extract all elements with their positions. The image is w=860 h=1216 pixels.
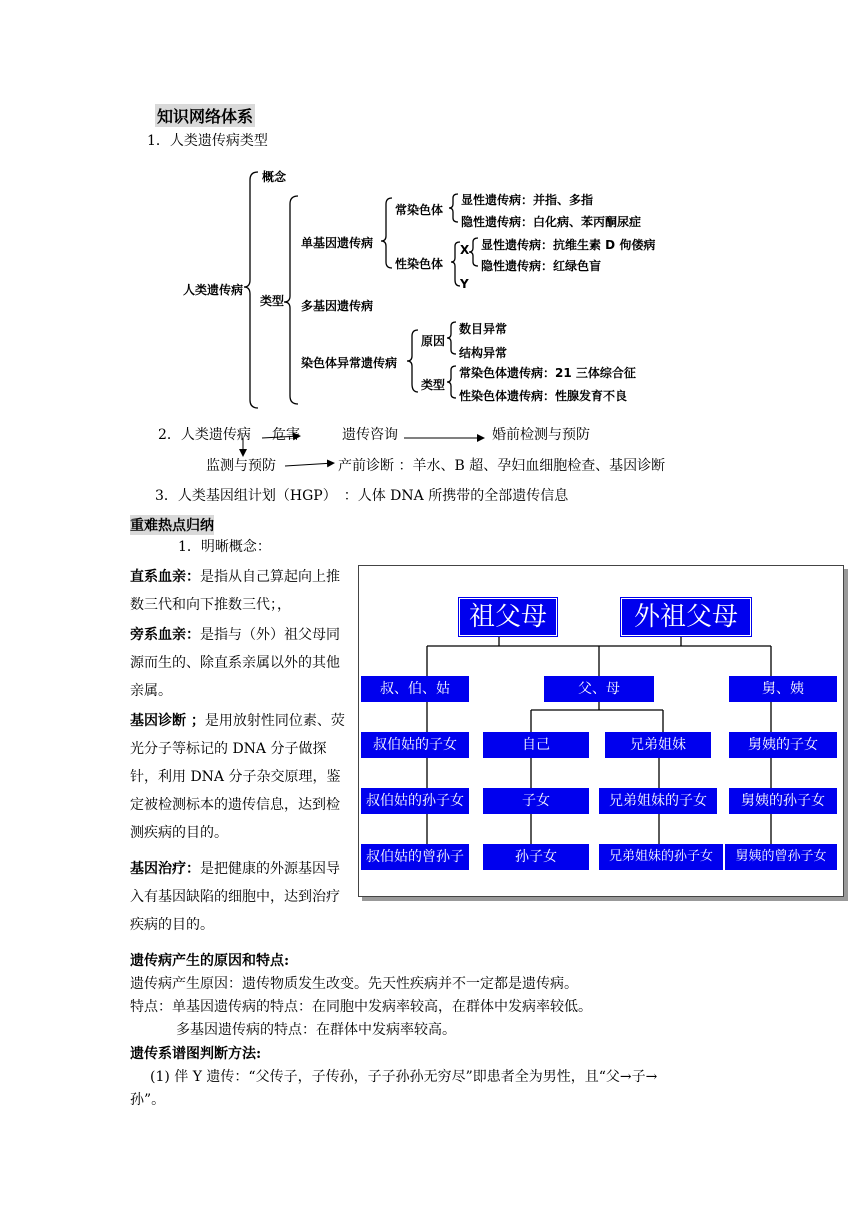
item2-premarital: 婚前检测与预防	[492, 427, 590, 443]
item2-prenatal: 产前诊断 ：羊水、B 超、孕妇血细胞检查、基因诊断	[338, 458, 666, 474]
pedigree-line1: (1) 伴 Y 遗传：“父传子，子传孙，子子孙孙无穷尽”即患者全为男性，且“父→子→	[150, 1069, 658, 1085]
box-grandchildren: 孙子女	[483, 844, 589, 870]
item-concepts: 1．明晰概念：	[178, 539, 271, 555]
section-title-pedigree: 遗传系谱图判断方法:	[130, 1046, 262, 1062]
box-cousins: 叔伯姑的子女	[361, 732, 469, 758]
box-children: 子女	[483, 788, 589, 814]
box-maternal-cousin-grandchildren: 舅姨的孙子女	[729, 788, 837, 814]
tree-cause: 原因	[421, 334, 446, 348]
concept-term: 基因治疗：	[130, 861, 200, 877]
box-sibling-grandchildren: 兄弟姐妹的孙子女	[599, 844, 723, 870]
tree-number-abnormal: 数目异常	[459, 322, 508, 336]
section-title-hot: 重难热点归纳	[130, 515, 214, 535]
box-grandparents: 祖父母	[459, 598, 557, 636]
concept-gene-diagnosis	[130, 707, 348, 847]
tree-x-dominant: 显性遗传病：抗维生素 D 佝偻病	[481, 238, 656, 252]
item3-hgp: 3．人类基因组计划（HGP） ：人体 DNA 所携带的全部遗传信息	[155, 488, 569, 504]
box-cousin-grandchildren: 叔伯姑的孙子女	[361, 788, 469, 814]
tree-sex-chromosome: 性染色体	[395, 257, 444, 271]
concept-text: 是指从自己算起向上推数三代和向下推数三代；，	[130, 569, 340, 613]
concept-term: 基因诊断 ；	[130, 713, 205, 729]
concept-term: 直系血亲：	[130, 569, 200, 585]
tree-sex-chr: 性染色体遗传病：性腺发育不良	[459, 389, 628, 403]
tree-single-gene: 单基因遗传病	[301, 236, 374, 250]
tree-multi-gene: 多基因遗传病	[301, 299, 374, 313]
tree-type: 类型	[260, 294, 285, 308]
box-siblings: 兄弟姐妹	[605, 732, 711, 758]
features-single: 特点：单基因遗传病的特点：在同胞中发病率较高，在群体中发病率较低。	[130, 999, 592, 1015]
concept-text: 是把健康的外源基因导入有基因缺陷的细胞中，达到治疗疾病的目的。	[130, 861, 340, 933]
tree-root: 人类遗传病	[183, 283, 244, 297]
tree-y: Y	[460, 277, 469, 291]
tree-auto-recessive: 隐性遗传病：白化病、苯丙酮尿症	[461, 215, 642, 229]
kinship-diagram	[358, 565, 844, 897]
box-maternal-great: 舅姨的曾孙子女	[725, 844, 837, 870]
concept-text: 是指与（外）祖父母同源而生的、除直系亲属以外的其他亲属。	[130, 627, 340, 699]
tree-x-recessive: 隐性遗传病：红绿色盲	[481, 259, 602, 273]
box-maternal-cousins: 舅姨的子女	[729, 732, 837, 758]
item2-counsel: 遗传咨询	[342, 427, 398, 443]
tree-auto-chr: 常染色体遗传病：21 三体综合征	[459, 366, 636, 380]
tree-concept: 概念	[262, 170, 287, 184]
pedigree-line2: 孙”。	[130, 1092, 166, 1108]
box-uncles-aunts: 叔、伯、姑	[361, 676, 469, 702]
item2-label: 2．人类遗传病	[158, 427, 251, 443]
tree-autosome: 常染色体	[395, 203, 444, 217]
tree-chromosomal: 染色体异常遗传病	[301, 356, 398, 370]
causes-text: 遗传病产生原因：遗传物质发生改变。先天性疾病并不一定都是遗传病。	[130, 976, 578, 992]
item-genetic-disease-types: 1．人类遗传病类型	[147, 133, 268, 149]
item2-arrows	[0, 0, 860, 480]
section-title-knowledge: 知识网络体系	[155, 104, 255, 127]
box-parents: 父、母	[544, 676, 654, 702]
features-multi: 多基因遗传病的特点：在群体中发病率较高。	[176, 1022, 456, 1038]
section-title-causes: 遗传病产生的原因和特点:	[130, 953, 290, 969]
tree-auto-dominant: 显性遗传病：并指、多指	[461, 193, 594, 207]
concept-lineal	[130, 563, 348, 619]
concept-text: 是用放射性同位素、荧光分子等标记的 DNA 分子做探针，利用 DNA 分子杂交原理，鉴定被检测标本的遗传信息，达到检测疾病的目的。	[130, 713, 345, 841]
tree-x: X	[460, 243, 470, 257]
box-self: 自己	[483, 732, 589, 758]
concept-term: 旁系血亲：	[130, 627, 200, 643]
box-maternal-uncles: 舅、姨	[729, 676, 837, 702]
box-nephews: 兄弟姐妹的子女	[599, 788, 717, 814]
item2-harm: 危害	[272, 427, 300, 443]
box-maternal-grandparents: 外祖父母	[621, 598, 751, 636]
item2-monitor: 监测与预防	[206, 458, 276, 474]
concept-collateral	[130, 621, 348, 705]
tree-structure-abnormal: 结构异常	[459, 346, 508, 360]
tree-chr-type: 类型	[421, 378, 446, 392]
concept-gene-therapy	[130, 855, 348, 939]
box-cousin-great: 叔伯姑的曾孙子	[361, 844, 469, 870]
